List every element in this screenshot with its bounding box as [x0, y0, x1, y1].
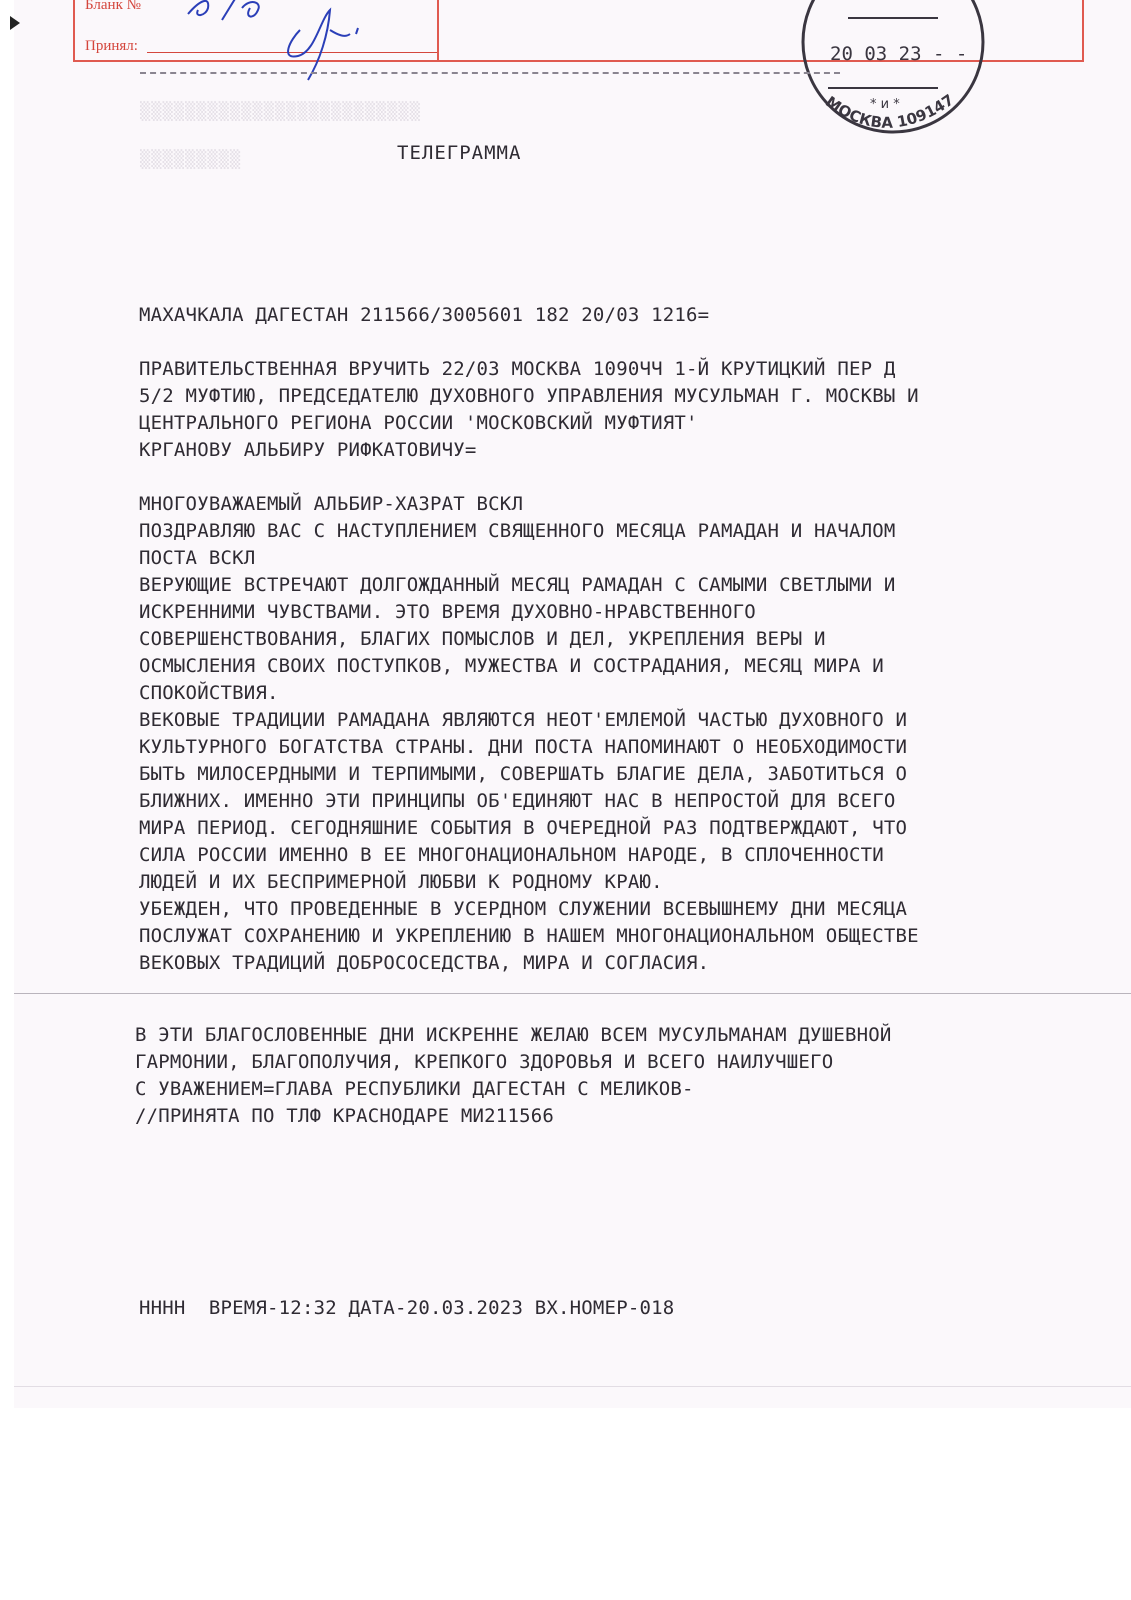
body-line: ВЕКОВЫХ ТРАДИЦИЙ ДОБРОСОСЕДСТВА, МИРА И СОГЛАСИЯ.: [139, 952, 710, 974]
body-line: ПОЗДРАВЛЯЮ ВАС С НАСТУПЛЕНИЕМ СВЯЩЕННОГО МЕСЯЦА РАМАДАН И НАЧАЛОМ: [139, 520, 896, 542]
telegram-title: ТЕЛЕГРАММА: [397, 142, 522, 164]
bleed-through-text: ▒▒▒▒▒▒▒▒▒: [140, 150, 242, 170]
form-divider: [437, 0, 439, 60]
scan-edge-arrow-icon: [10, 16, 20, 30]
closing-line: ГАРМОНИИ, БЛАГОПОЛУЧИЯ, КРЕПКОГО ЗДОРОВЬЯ И ВСЕГО НАИЛУЧШЕГО: [135, 1051, 834, 1073]
body-line: СОВЕРШЕНСТВОВАНИЯ, БЛАГИХ ПОМЫСЛОВ И ДЕЛ, УКРЕПЛЕНИЯ ВЕРЫ И: [139, 628, 826, 650]
header-dashed-separator: [140, 72, 840, 74]
sheet-bottom-edge: [14, 1386, 1131, 1387]
body-line: УБЕЖДЕН, ЧТО ПРОВЕДЕННЫЕ В УСЕРДНОМ СЛУЖЕНИИ ВСЕВЫШНЕМУ ДНИ МЕСЯЦА: [139, 898, 908, 920]
address-line: КРГАНОВУ АЛЬБИРУ РИФКАТОВИЧУ=: [139, 439, 477, 461]
closing-line: //ПРИНЯТА ПО ТЛФ КРАСНОДАРЕ МИ211566: [135, 1105, 555, 1127]
closing-line: С УВАЖЕНИЕМ=ГЛАВА РЕСПУБЛИКИ ДАГЕСТАН С МЕЛИКОВ-: [135, 1078, 694, 1100]
handwritten-signature: [180, 0, 380, 100]
address-line: ЦЕНТРАЛЬНОГО РЕГИОНА РОССИИ 'МОСКОВСКИЙ МУФТИЯТ': [139, 412, 698, 434]
body-line: БЫТЬ МИЛОСЕРДНЫМИ И ТЕРПИМЫМИ, СОВЕРШАТЬ БЛАГИЕ ДЕЛА, ЗАБОТИТЬСЯ О: [139, 763, 908, 785]
body-line: ПОСЛУЖАТ СОХРАНЕНИЮ И УКРЕПЛЕНИЮ В НАШЕМ МНОГОНАЦИОНАЛЬНОМ ОБЩЕСТВЕ: [139, 925, 919, 947]
body-line: ВЕРУЮЩИЕ ВСТРЕЧАЮТ ДОЛГОЖДАННЫЙ МЕСЯЦ РАМАДАН С САМЫМИ СВЕТЛЫМИ И: [139, 574, 896, 596]
body-line: СПОКОЙСТВИЯ.: [139, 682, 279, 704]
body-line: БЛИЖНИХ. ИМЕННО ЭТИ ПРИНЦИПЫ ОБ'ЕДИНЯЮТ НАС В НЕПРОСТОЙ ДЛЯ ВСЕГО: [139, 790, 896, 812]
bleed-through-text: ▒▒▒▒▒▒▒▒▒▒▒▒▒▒▒▒▒▒▒▒▒▒▒▒▒: [140, 102, 421, 122]
paper-fold-line: [14, 993, 1131, 994]
body-line: МНОГОУВАЖАЕМЫЙ АЛЬБИР-ХАЗРАТ ВСКЛ: [139, 493, 524, 515]
body-line: ОСМЫСЛЕНИЯ СВОИХ ПОСТУПКОВ, МУЖЕСТВА И СОСТРАДАНИЯ, МЕСЯЦ МИРА И: [139, 655, 884, 677]
stamp-city-code: МОСКВА 109147: [822, 90, 958, 132]
origin-line: МАХАЧКАЛА ДАГЕСТАН 211566/3005601 182 20/03 1216=: [139, 304, 710, 326]
blank-number-label: Бланк №: [85, 0, 141, 13]
postal-stamp: [800, 0, 1000, 150]
stamp-mark: * и *: [870, 97, 900, 112]
address-line: 5/2 МУФТИЮ, ПРЕДСЕДАТЕЛЮ ДУХОВНОГО УПРАВЛЕНИЯ МУСУЛЬМАН Г. МОСКВЫ И: [139, 385, 919, 407]
body-line: ПОСТА ВСКЛ: [139, 547, 256, 569]
body-line: ВЕКОВЫЕ ТРАДИЦИИ РАМАДАНА ЯВЛЯЮТСЯ НЕОТ'ЕМЛЕМОЙ ЧАСТЬЮ ДУХОВНОГО И: [139, 709, 908, 731]
body-line: КУЛЬТУРНОГО БОГАТСТВА СТРАНЫ. ДНИ ПОСТА НАПОМИНАЮТ О НЕОБХОДИМОСТИ: [139, 736, 908, 758]
footer-line: НННН ВРЕМЯ-12:32 ДАТА-20.03.2023 ВХ.НОМЕР-018: [139, 1297, 675, 1319]
body-line: ЛЮДЕЙ И ИХ БЕСПРИМЕРНОЙ ЛЮБВИ К РОДНОМУ КРАЮ.: [139, 871, 663, 893]
body-line: СИЛА РОССИИ ИМЕННО В ЕЕ МНОГОНАЦИОНАЛЬНОМ НАРОДЕ, В СПЛОЧЕННОСТИ: [139, 844, 884, 866]
closing-line: В ЭТИ БЛАГОСЛОВЕННЫЕ ДНИ ИСКРЕННЕ ЖЕЛАЮ ВСЕМ МУСУЛЬМАНАМ ДУШЕВНОЙ: [135, 1024, 892, 1046]
address-line: ПРАВИТЕЛЬСТВЕННАЯ ВРУЧИТЬ 22/03 МОСКВА 1090ЧЧ 1-Й КРУТИЦКИЙ ПЕР Д: [139, 358, 896, 380]
body-line: МИРА ПЕРИОД. СЕГОДНЯШНИЕ СОБЫТИЯ В ОЧЕРЕДНОЙ РАЗ ПОДТВЕРЖДАЮТ, ЧТО: [139, 817, 908, 839]
accepted-by-label: Принял:: [85, 38, 138, 54]
stamp-date: 20 03 23 - -: [830, 43, 968, 65]
body-line: ИСКРЕННИМИ ЧУВСТВАМИ. ЭТО ВРЕМЯ ДУХОВНО-НРАВСТВЕННОГО: [139, 601, 756, 623]
